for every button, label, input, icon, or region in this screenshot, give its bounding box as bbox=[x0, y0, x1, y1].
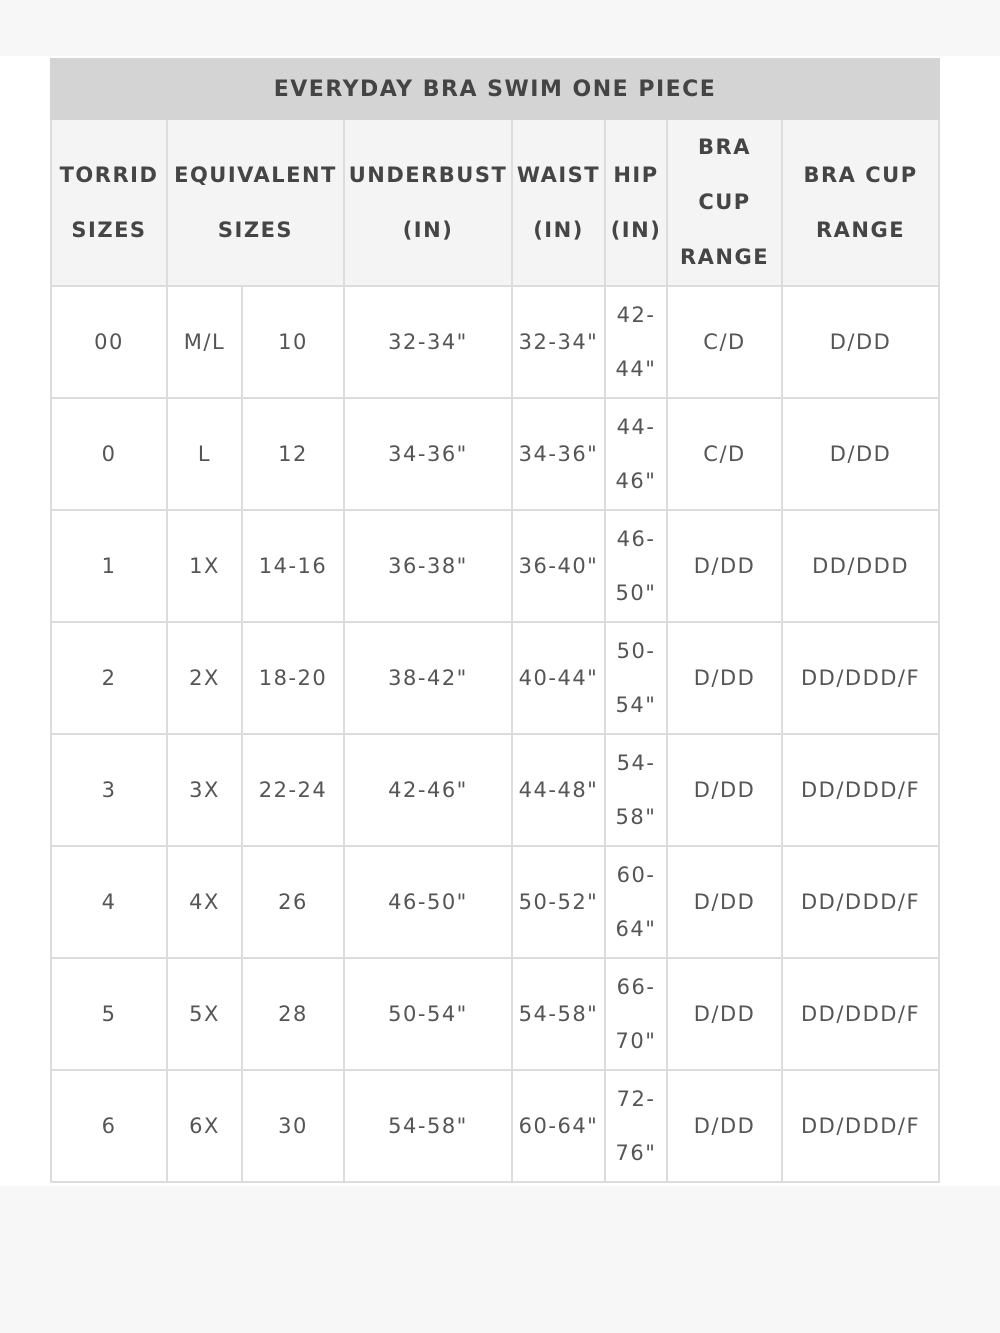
header-text: (IN) bbox=[610, 217, 662, 242]
torrid-size-cell: 3 bbox=[51, 734, 167, 846]
torrid-size-cell: 5 bbox=[51, 958, 167, 1070]
torrid-size-cell: 0 bbox=[51, 398, 167, 510]
underbust-cell: 32-34" bbox=[344, 286, 512, 398]
bra-cup-cell: C/D bbox=[667, 398, 782, 510]
letter-size-cell: 6X bbox=[167, 1070, 242, 1182]
header-text: (IN) bbox=[402, 217, 454, 242]
torrid-size-cell: 1 bbox=[51, 510, 167, 622]
header-text: WAIST bbox=[516, 162, 601, 187]
table-row bbox=[51, 958, 939, 1070]
top-margin-band bbox=[0, 0, 1000, 56]
underbust-cell: 36-38" bbox=[344, 510, 512, 622]
numeric-size-cell: 10 bbox=[242, 286, 344, 398]
header-text: HIP bbox=[613, 162, 659, 187]
waist-cell: 60-64" bbox=[512, 1070, 605, 1182]
numeric-size-cell: 18-20 bbox=[242, 622, 344, 734]
hip-start: 54- bbox=[616, 751, 656, 775]
hip-end: 44" bbox=[615, 357, 657, 381]
letter-size-cell: M/L bbox=[167, 286, 242, 398]
table-row bbox=[51, 1070, 939, 1182]
header-text: BRA CUP bbox=[803, 162, 918, 187]
hip-start: 50- bbox=[616, 639, 656, 663]
hip-end: 54" bbox=[615, 693, 657, 717]
table-row bbox=[51, 510, 939, 622]
hip-start: 72- bbox=[616, 1087, 656, 1111]
bottom-margin-band bbox=[0, 1186, 1000, 1333]
bra-cup-cell: D/DD bbox=[667, 846, 782, 958]
hip-start: 46- bbox=[616, 527, 656, 551]
hip-start: 44- bbox=[616, 415, 656, 439]
bra-cup-cell: C/D bbox=[667, 286, 782, 398]
waist-cell: 32-34" bbox=[512, 286, 605, 398]
hip-cell bbox=[605, 1070, 667, 1182]
numeric-size-cell: 22-24 bbox=[242, 734, 344, 846]
table-row bbox=[51, 622, 939, 734]
hip-end: 64" bbox=[615, 917, 657, 941]
letter-size-cell: 2X bbox=[167, 622, 242, 734]
hip-start: 60- bbox=[616, 863, 656, 887]
underbust-cell: 38-42" bbox=[344, 622, 512, 734]
underbust-cell: 34-36" bbox=[344, 398, 512, 510]
bra-cup-alt-cell: D/DD bbox=[782, 286, 939, 398]
hip-cell bbox=[605, 958, 667, 1070]
torrid-size-cell: 00 bbox=[51, 286, 167, 398]
bra-cup-cell: D/DD bbox=[667, 510, 782, 622]
underbust-cell: 50-54" bbox=[344, 958, 512, 1070]
numeric-size-cell: 28 bbox=[242, 958, 344, 1070]
header-waist bbox=[512, 119, 605, 286]
header-hip bbox=[605, 119, 667, 286]
header-text: RANGE bbox=[816, 217, 906, 242]
letter-size-cell: 5X bbox=[167, 958, 242, 1070]
letter-size-cell: 1X bbox=[167, 510, 242, 622]
header-text: SIZES bbox=[217, 217, 294, 242]
waist-cell: 50-52" bbox=[512, 846, 605, 958]
header-text: BRA bbox=[698, 135, 751, 159]
bra-cup-cell: D/DD bbox=[667, 734, 782, 846]
header-bra-cup-range-alt bbox=[782, 119, 939, 286]
bra-cup-alt-cell: DD/DDD bbox=[782, 510, 939, 622]
numeric-size-cell: 12 bbox=[242, 398, 344, 510]
torrid-size-cell: 4 bbox=[51, 846, 167, 958]
hip-start: 42- bbox=[616, 303, 656, 327]
letter-size-cell: L bbox=[167, 398, 242, 510]
table-row bbox=[51, 398, 939, 510]
hip-cell bbox=[605, 734, 667, 846]
bra-cup-cell: D/DD bbox=[667, 1070, 782, 1182]
hip-end: 76" bbox=[615, 1141, 657, 1165]
numeric-size-cell: 14-16 bbox=[242, 510, 344, 622]
header-text: RANGE bbox=[679, 245, 770, 269]
hip-cell bbox=[605, 510, 667, 622]
waist-cell: 54-58" bbox=[512, 958, 605, 1070]
title-row bbox=[51, 59, 939, 119]
header-text: CUP bbox=[698, 190, 751, 214]
letter-size-cell: 3X bbox=[167, 734, 242, 846]
header-text: SIZES bbox=[71, 217, 147, 242]
underbust-cell: 54-58" bbox=[344, 1070, 512, 1182]
numeric-size-cell: 26 bbox=[242, 846, 344, 958]
header-text: (IN) bbox=[533, 217, 584, 242]
header-row bbox=[51, 119, 939, 286]
bra-cup-alt-cell: DD/DDD/F bbox=[782, 622, 939, 734]
torrid-size-cell: 6 bbox=[51, 1070, 167, 1182]
header-text: TORRID bbox=[59, 162, 159, 187]
letter-size-cell: 4X bbox=[167, 846, 242, 958]
numeric-size-cell: 30 bbox=[242, 1070, 344, 1182]
bra-cup-alt-cell: D/DD bbox=[782, 398, 939, 510]
header-underbust bbox=[344, 119, 512, 286]
waist-cell: 40-44" bbox=[512, 622, 605, 734]
hip-cell bbox=[605, 286, 667, 398]
hip-start: 66- bbox=[616, 975, 656, 999]
hip-end: 70" bbox=[615, 1029, 657, 1053]
table-body bbox=[51, 286, 939, 1182]
underbust-cell: 42-46" bbox=[344, 734, 512, 846]
header-text: EQUIVALENT bbox=[174, 162, 337, 187]
table-row bbox=[51, 846, 939, 958]
header-bra-cup-range bbox=[667, 119, 782, 286]
table-row bbox=[51, 286, 939, 398]
bra-cup-alt-cell: DD/DDD/F bbox=[782, 1070, 939, 1182]
waist-cell: 34-36" bbox=[512, 398, 605, 510]
header-equivalent-sizes bbox=[167, 119, 344, 286]
waist-cell: 44-48" bbox=[512, 734, 605, 846]
bra-cup-alt-cell: DD/DDD/F bbox=[782, 958, 939, 1070]
waist-cell: 36-40" bbox=[512, 510, 605, 622]
header-text: UNDERBUST bbox=[348, 162, 508, 187]
bra-cup-cell: D/DD bbox=[667, 958, 782, 1070]
table-title: EVERYDAY BRA SWIM ONE PIECE bbox=[51, 59, 939, 119]
hip-cell bbox=[605, 846, 667, 958]
torrid-size-cell: 2 bbox=[51, 622, 167, 734]
size-chart-table bbox=[50, 58, 940, 1183]
hip-cell bbox=[605, 622, 667, 734]
hip-end: 46" bbox=[615, 469, 657, 493]
hip-cell bbox=[605, 398, 667, 510]
underbust-cell: 46-50" bbox=[344, 846, 512, 958]
header-torrid-sizes bbox=[51, 119, 167, 286]
table-row bbox=[51, 734, 939, 846]
hip-end: 50" bbox=[615, 581, 657, 605]
hip-end: 58" bbox=[615, 805, 657, 829]
bra-cup-alt-cell: DD/DDD/F bbox=[782, 846, 939, 958]
bra-cup-alt-cell: DD/DDD/F bbox=[782, 734, 939, 846]
bra-cup-cell: D/DD bbox=[667, 622, 782, 734]
